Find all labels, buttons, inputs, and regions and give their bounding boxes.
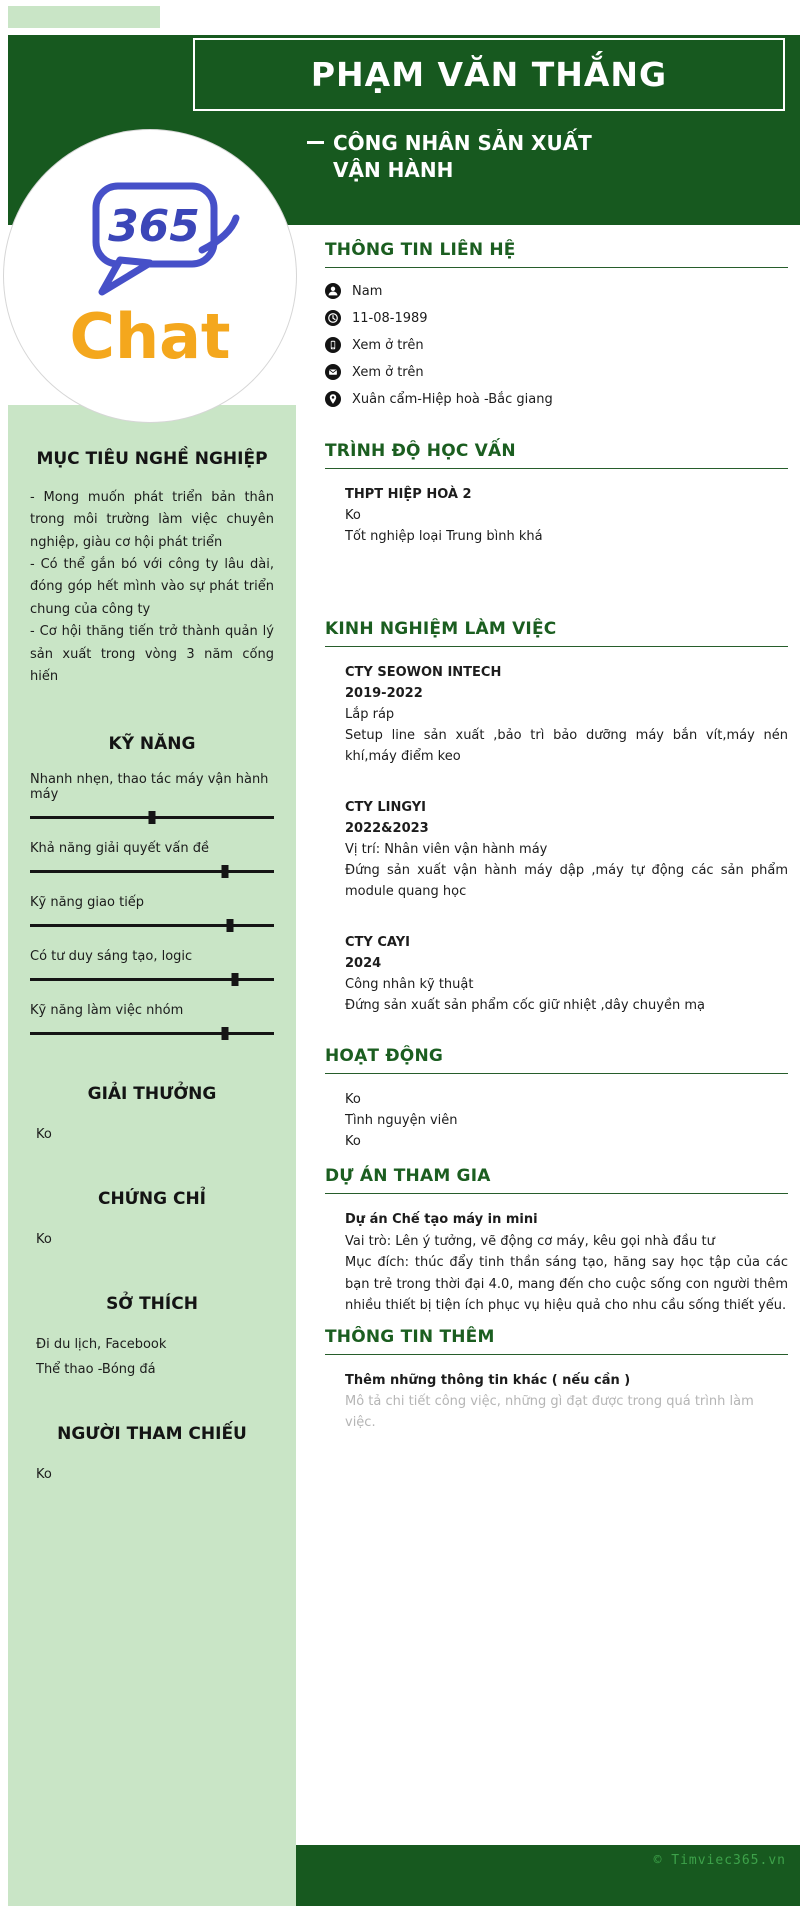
- phone-icon: [325, 337, 341, 353]
- section-more-info: [325, 1327, 788, 1433]
- skill-handle[interactable]: [231, 973, 238, 986]
- section-heading-skills: KỸ NĂNG: [108, 734, 196, 755]
- skill-item: [30, 895, 274, 932]
- section-references: [30, 1424, 274, 1487]
- section-heading-hobbies: SỞ THÍCH: [106, 1294, 198, 1315]
- section-skills: [30, 734, 274, 1040]
- job-role: Vị trí: Nhân viên vận hành máy: [345, 842, 548, 857]
- company-name: CTY CAYI: [345, 935, 410, 950]
- contact-row: [325, 364, 788, 380]
- contact-text: Xem ở trên: [352, 337, 424, 353]
- contact-text: Xuân cẩm-Hiệp hoà -Bắc giang: [352, 391, 553, 407]
- section-certificates: [30, 1189, 274, 1252]
- contact-row: [325, 310, 788, 326]
- sidebar: [8, 405, 296, 1906]
- skill-slider: [30, 865, 274, 878]
- more-info-body: [325, 1370, 788, 1433]
- references-text: Ko: [36, 1467, 52, 1483]
- section-experience: [325, 619, 788, 1016]
- skill-handle[interactable]: [222, 1027, 229, 1040]
- name-box: [193, 38, 785, 111]
- skill-track: [30, 870, 274, 873]
- activity-line: Ko: [345, 1092, 361, 1107]
- address-icon: [325, 391, 341, 407]
- footer: [296, 1845, 800, 1906]
- section-activities: [325, 1046, 788, 1152]
- hobby-line: Thể thao -Bóng đá: [36, 1362, 156, 1378]
- birthday-icon: [325, 310, 341, 326]
- svg-text:Chat: Chat: [69, 300, 231, 373]
- objective-line: - Mong muốn phát triển bản thân trong môi trường làm việc chuyên nghiệp, giàu cơ hội phát triển: [30, 490, 274, 550]
- section-heading-projects: DỰ ÁN THAM GIA: [325, 1166, 788, 1194]
- top-accent-strip: [8, 6, 160, 28]
- section-heading-awards: GIẢI THƯỞNG: [87, 1084, 217, 1105]
- project-title: Dự án Chế tạo máy in mini: [345, 1212, 538, 1227]
- contact-row: [325, 391, 788, 407]
- section-heading-objective: MỤC TIÊU NGHỀ NGHIỆP: [36, 449, 268, 469]
- activity-line: Ko: [345, 1134, 361, 1149]
- project-line: Mục đích: thúc đẩy tinh thần sáng tạo, hăng say học tập của các bạn trẻ trong thời đại 4.0, mang đến cho cuộc sống con người thêm nhiều thiết bị tiện ích phục vụ hiệu quả cho nhu cầu sống thiết yếu.: [345, 1255, 788, 1313]
- skill-label: Kỹ năng làm việc nhóm: [30, 1003, 184, 1019]
- school-name: THPT HIỆP HOÀ 2: [345, 487, 472, 502]
- activity-line: Tình nguyện viên: [345, 1113, 458, 1128]
- section-education: [325, 441, 788, 547]
- skill-item: [30, 772, 274, 824]
- certificates-text: Ko: [36, 1232, 52, 1248]
- avatar: [4, 130, 296, 422]
- skill-item: [30, 841, 274, 878]
- skill-slider: [30, 811, 274, 824]
- chat365-logo: [34, 170, 266, 382]
- skill-track: [30, 924, 274, 927]
- skill-slider: [30, 1027, 274, 1040]
- subtitle-dash: [307, 141, 324, 144]
- experience-entry: [325, 797, 788, 902]
- education-entry: [325, 484, 788, 547]
- skill-label: Có tư duy sáng tạo, logic: [30, 949, 193, 965]
- section-projects: [325, 1166, 788, 1317]
- skill-item: [30, 1003, 274, 1040]
- experience-entry: [325, 662, 788, 767]
- job-role: Lắp ráp: [345, 707, 395, 722]
- hobby-line: Đi du lịch, Facebook: [36, 1337, 167, 1353]
- section-contact: [325, 240, 788, 407]
- skill-slider: [30, 973, 274, 986]
- job-title-row: [307, 130, 623, 184]
- skill-track: [30, 1032, 274, 1035]
- company-name: CTY LINGYI: [345, 800, 426, 815]
- job-description: Đứng sản xuất sản phẩm cốc giữ nhiệt ,dây chuyền mạ: [345, 998, 705, 1013]
- section-hobbies: [30, 1294, 274, 1382]
- contact-text: Xem ở trên: [352, 364, 424, 380]
- skill-handle[interactable]: [222, 865, 229, 878]
- copyright-link[interactable]: © Timviec365.vn: [653, 1853, 786, 1868]
- job-title: CÔNG NHÂN SẢN XUẤT VẬN HÀNH: [333, 131, 592, 182]
- more-info-placeholder: Mô tả chi tiết công việc, những gì đạt được trong quá trình làm việc.: [345, 1393, 754, 1430]
- skill-label: Nhanh nhẹn, thao tác máy vận hành máy: [30, 772, 269, 803]
- job-period: 2022&2023: [345, 821, 429, 836]
- education-line: Ko: [345, 508, 361, 523]
- main-content: [325, 240, 788, 1433]
- experience-list: [325, 662, 788, 1016]
- svg-text:365: 365: [108, 201, 200, 252]
- gender-icon: [325, 283, 341, 299]
- education-line: Tốt nghiệp loại Trung bình khá: [345, 529, 543, 544]
- section-heading-certificates: CHỨNG CHỈ: [97, 1189, 207, 1210]
- contact-text: Nam: [352, 283, 383, 299]
- page-title: PHẠM VĂN THẮNG: [310, 55, 668, 94]
- job-description: Đứng sản xuất vận hành máy dập ,máy tự động các sản phẩm module quang học: [345, 863, 788, 899]
- section-heading-education: TRÌNH ĐỘ HỌC VẤN: [325, 441, 788, 469]
- job-role: Công nhân kỹ thuật: [345, 977, 474, 992]
- section-heading-contact: THÔNG TIN LIÊN HỆ: [325, 240, 788, 268]
- skill-handle[interactable]: [227, 919, 234, 932]
- skill-slider: [30, 919, 274, 932]
- contact-row: [325, 337, 788, 353]
- section-heading-experience: KINH NGHIỆM LÀM VIỆC: [325, 619, 788, 647]
- contact-row: [325, 283, 788, 299]
- project-entry: [325, 1209, 788, 1317]
- objective-line: - Cơ hội thăng tiến trở thành quản lý sản xuất trong vòng 3 năm cống hiến: [30, 624, 274, 684]
- job-description: Setup line sản xuất ,bảo trì bảo dưỡng máy bắn vít,máy nén khí,máy điểm keo: [345, 728, 788, 764]
- email-icon: [325, 364, 341, 380]
- objective-text: [30, 487, 274, 688]
- skill-handle[interactable]: [149, 811, 156, 824]
- awards-text: Ko: [36, 1127, 52, 1143]
- more-info-title: Thêm những thông tin khác ( nếu cần ): [345, 1372, 631, 1388]
- contact-text: 11-08-1989: [352, 310, 428, 326]
- experience-entry: [325, 932, 788, 1016]
- project-line: Vai trò: Lên ý tưởng, vẽ động cơ máy, kêu gọi nhà đầu tư: [345, 1233, 715, 1249]
- skill-label: Kỹ năng giao tiếp: [30, 895, 145, 911]
- company-name: CTY SEOWON INTECH: [345, 665, 502, 680]
- activities-body: [325, 1089, 788, 1152]
- section-objective: [30, 449, 274, 688]
- section-heading-references: NGƯỜI THAM CHIẾU: [57, 1424, 247, 1445]
- job-period: 2019-2022: [345, 686, 423, 701]
- objective-line: - Có thể gắn bó với công ty lâu dài, đóng góp hết mình vào sự phát triển chung của công ty: [30, 557, 274, 617]
- section-awards: [30, 1084, 274, 1147]
- job-period: 2024: [345, 956, 382, 971]
- skill-item: [30, 949, 274, 986]
- skill-label: Khả năng giải quyết vấn đề: [30, 841, 209, 857]
- section-heading-activities: HOẠT ĐỘNG: [325, 1046, 788, 1074]
- section-heading-more-info: THÔNG TIN THÊM: [325, 1327, 788, 1355]
